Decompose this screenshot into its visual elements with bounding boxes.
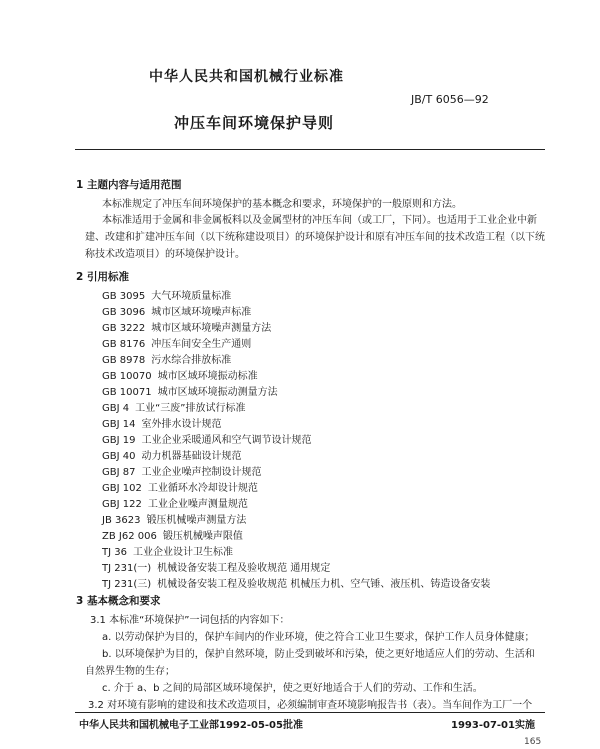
section-1-paragraph-2-line-1: 本标准适用于金属和非金属板料以及金属型材的冲压车间（或工厂，下同）。也适用于工业企业中新 — [102, 215, 537, 226]
issuing-organization: 中华人民共和国机械行业标准 — [149, 69, 344, 85]
standard-code: GB 10070 — [102, 371, 152, 382]
standard-item — [102, 417, 490, 433]
standard-item — [102, 385, 490, 401]
clause-3-1-c: c. 介于 a、b 之间的局部区域环境保护，使之更好地适合于人们的劳动、工作和生活。 — [102, 683, 483, 694]
standard-item — [102, 481, 490, 497]
approval-note: 中华人民共和国机械电子工业部1992-05-05批准 — [79, 720, 303, 731]
standard-code: TJ 231(三) — [102, 579, 152, 590]
standard-name: 锻压机械噪声测量方法 — [146, 515, 247, 526]
reference-standards-list — [102, 289, 490, 593]
effective-date: 1993-07-01实施 — [451, 720, 535, 731]
standard-name: 污水综合排放标准 — [151, 355, 232, 366]
standard-item — [102, 577, 490, 593]
standard-code: GBJ 122 — [102, 499, 142, 510]
section-1-paragraph-2-line-3: 称技术改造项目）的环境保护设计。 — [85, 249, 245, 260]
standard-name: 城市区域环境噪声标准 — [151, 307, 252, 318]
standard-code: GB 10071 — [102, 387, 152, 398]
standard-code: GB 3095 — [102, 291, 146, 302]
standard-name: 城市区域环境振动测量方法 — [157, 387, 278, 398]
section-3-heading: 3 基本概念和要求 — [76, 595, 161, 607]
section-1-paragraph-2-line-2: 建、改建和扩建冲压车间（以下统称建设项目）的环境保护设计和原有冲压车间的技术改造工程（以下统 — [85, 232, 545, 243]
standard-code: GB 8978 — [102, 355, 146, 366]
standard-item — [102, 401, 490, 417]
standard-name: 工业循环水冷却设计规范 — [147, 483, 258, 494]
standard-item — [102, 513, 490, 529]
standard-name: 工业企业噪声控制设计规范 — [141, 467, 262, 478]
standard-code: TJ 36 — [102, 547, 127, 558]
standard-item — [102, 305, 490, 321]
standard-code: GBJ 40 — [102, 451, 136, 462]
standard-code: TJ 231(一) — [102, 563, 152, 574]
document-title: 冲压车间环境保护导则 — [174, 114, 335, 132]
standard-code: JB 3623 — [102, 515, 141, 526]
standard-code: GBJ 14 — [102, 419, 136, 430]
standard-code: GBJ 102 — [102, 483, 142, 494]
section-1-heading: 1 主题内容与适用范围 — [76, 179, 182, 191]
standard-name: 工业企业采暖通风和空气调节设计规范 — [141, 435, 312, 446]
standard-item — [102, 545, 490, 561]
standard-name: 动力机器基础设计规范 — [141, 451, 242, 462]
section-1-paragraph-1: 本标准规定了冲压车间环境保护的基本概念和要求，环境保护的一般原则和方法。 — [102, 199, 462, 210]
footer-divider — [75, 712, 545, 713]
standard-name: 机械设备安装工程及验收规范 机械压力机、空气锤、液压机、铸造设备安装 — [157, 579, 491, 590]
standard-item — [102, 465, 490, 481]
header-divider — [75, 149, 545, 150]
standard-item — [102, 353, 490, 369]
standard-name: 工业企业噪声测量规范 — [147, 499, 248, 510]
standard-name: 锻压机械噪声限值 — [162, 531, 243, 542]
standard-item — [102, 561, 490, 577]
standard-code: GBJ 19 — [102, 435, 136, 446]
standard-name: 工业企业设计卫生标准 — [132, 547, 233, 558]
standard-code: ZB J62 006 — [102, 531, 157, 542]
clause-3-1: 3.1 本标准“环境保护”一词包括的内容如下： — [90, 615, 290, 626]
standard-name: 冲压车间安全生产通则 — [151, 339, 252, 350]
section-2-heading: 2 引用标准 — [76, 271, 129, 283]
standard-item — [102, 337, 490, 353]
clause-3-1-b-line-2: 自然界生物的生存； — [85, 666, 175, 677]
standard-code: GB 3222 — [102, 323, 146, 334]
clause-3-2: 3.2 对环境有影响的建设和技术改造项目，必须编制审查环境影响报告书（表）。当车间作为工厂一个 — [88, 700, 533, 711]
standard-item — [102, 289, 490, 305]
standard-code: GB 8176 — [102, 339, 146, 350]
standard-name: 室外排水设计规范 — [141, 419, 222, 430]
standard-name: 城市区域环境噪声测量方法 — [151, 323, 272, 334]
standard-item — [102, 449, 490, 465]
standard-code: GBJ 87 — [102, 467, 136, 478]
clause-3-1-a: a. 以劳动保护为目的，保护车间内的作业环境，使之符合工业卫生要求，保护工作人员身体健康； — [102, 632, 535, 643]
standard-item — [102, 433, 490, 449]
standard-code: JB/T 6056—92 — [411, 93, 489, 106]
standard-code: GB 3096 — [102, 307, 146, 318]
standard-code: GBJ 4 — [102, 403, 130, 414]
standard-item — [102, 321, 490, 337]
clause-3-1-b-line-1: b. 以环境保护为目的，保护自然环境，防止受到破坏和污染，使之更好地适应人们的劳动、生活和 — [102, 649, 535, 660]
standard-item — [102, 529, 490, 545]
standard-name: 城市区域环境振动标准 — [157, 371, 258, 382]
standard-item — [102, 497, 490, 513]
page-number: 165 — [524, 737, 542, 747]
standard-name: 大气环境质量标准 — [151, 291, 232, 302]
standard-name: 机械设备安装工程及验收规范 通用规定 — [157, 563, 331, 574]
standard-item — [102, 369, 490, 385]
standard-name: 工业“三废”排放试行标准 — [135, 403, 246, 414]
